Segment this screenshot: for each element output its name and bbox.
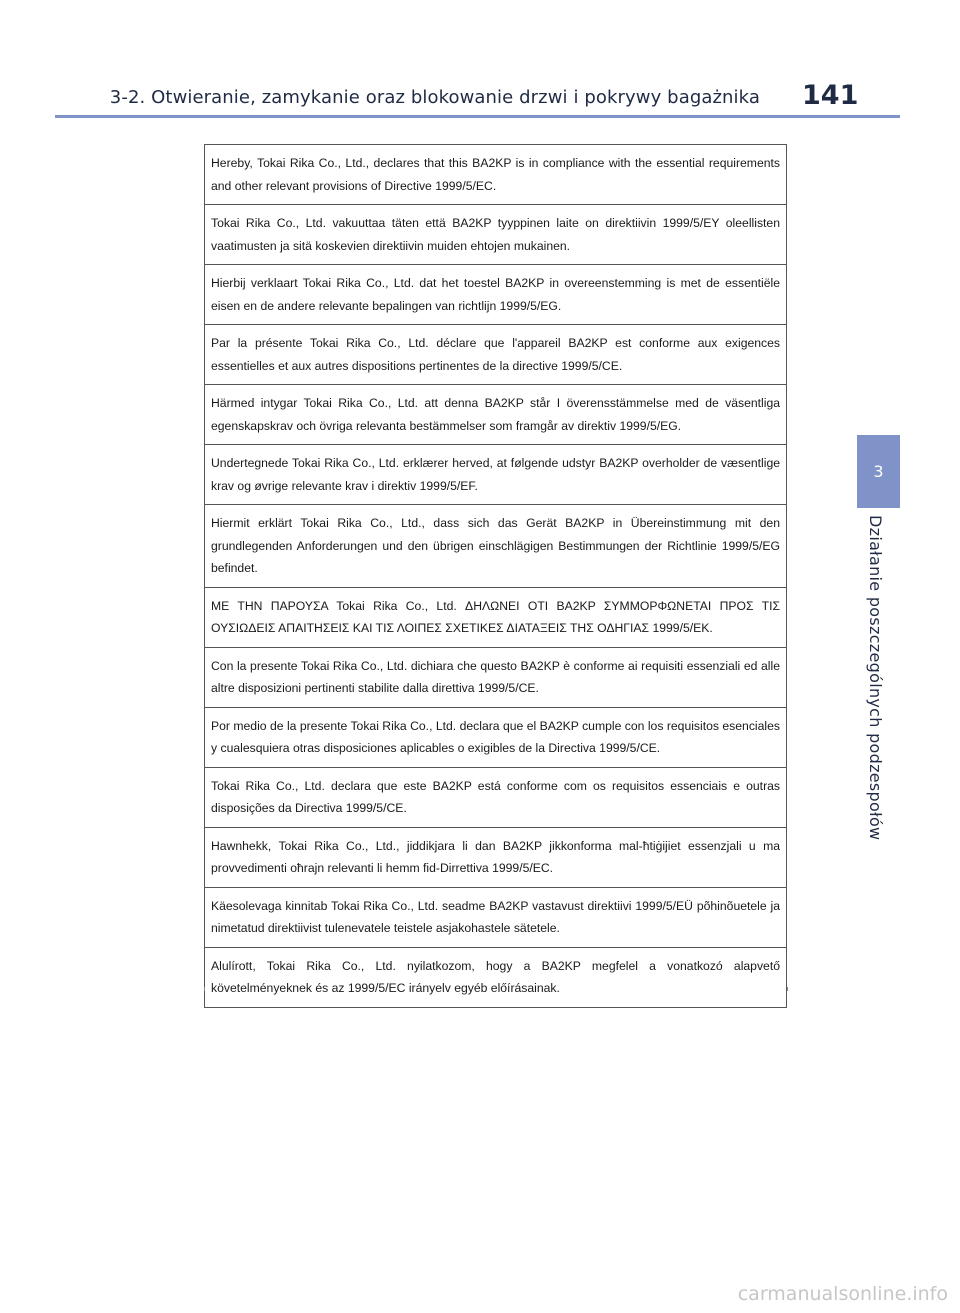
crop-mark-left [204, 987, 205, 991]
declaration-german: Hiermit erklärt Tokai Rika Co., Ltd., dass sich das Gerät BA2KP in Übereinstimmung mit den grundlegenden Anforderungen und den übrigen einschlägigen Bestimmungen der Richtlinie 1999/5/EG befindet. [205, 505, 786, 588]
page-number: 141 [802, 80, 859, 111]
declaration-greek: ΜΕ ΤΗΝ ΠΑΡΟΥΣΑ Tokai Rika Co., Ltd. ΔΗΛΩΝΕΙ ΟΤΙ BA2KP ΣΥΜΜΟΡΦΩΝΕΤΑΙ ΠΡΟΣ ΤΙΣ ΟΥΣΙΩΔΕΙΣ ΑΠΑΙΤΗΣΕΙΣ ΚΑΙ ΤΙΣ ΛΟΙΠΕΣ ΣΧΕΤΙΚΕΣ ΔΙΑΤΑΞΕΙΣ ΤΗΣ ΟΔΗΓΙΑΣ 1999/5/ΕΚ. [205, 588, 786, 648]
declaration-hungarian: Alulírott, Tokai Rika Co., Ltd. nyilatkozom, hogy a BA2KP megfelel a vonatkozó alapvető követelményeknek és az 1999/5/EC irányelv egyéb előírásainak. [211, 958, 780, 995]
declaration-dutch: Hierbij verklaart Tokai Rika Co., Ltd. dat het toestel BA2KP in overeenstemming is met de essentiële eisen en de andere relevante bepalingen van richtlijn 1999/5/EG. [205, 265, 786, 325]
declaration-table [204, 144, 787, 1008]
page-header [0, 0, 960, 118]
declaration-spanish: Por medio de la presente Tokai Rika Co., Ltd. declara que el BA2KP cumple con los requisitos esenciales y cualesquiera otras disposiciones aplicables o exigibles de la Directiva 1999/5/CE. [205, 708, 786, 768]
declaration-danish: Undertegnede Tokai Rika Co., Ltd. erklærer herved, at følgende udstyr BA2KP overholder de væsentlige krav og øvrige relevante krav i direktiv 1999/5/EF. [205, 445, 786, 505]
section-title: 3-2. Otwieranie, zamykanie oraz blokowanie drzwi i pokrywy bagażnika [109, 87, 760, 108]
declaration-finnish: Tokai Rika Co., Ltd. vakuuttaa täten että BA2KP tyyppinen laite on direktiivin 1999/5/EY oleellisten vaatimusten ja sitä koskevien direktiivin muiden ehtojen mukainen. [205, 205, 786, 265]
chapter-number: 3 [873, 462, 884, 481]
declaration-italian: Con la presente Tokai Rika Co., Ltd. dichiara che questo BA2KP è conforme ai requisiti essenziali ed alle altre disposizioni pertinenti stabilite dalla direttiva 1999/5/CE. [205, 648, 786, 708]
declaration-english: Hereby, Tokai Rika Co., Ltd., declares that this BA2KP is in compliance with the essential requirements and other relevant provisions of Directive 1999/5/EC. [205, 145, 786, 205]
declaration-maltese: Hawnhekk, Tokai Rika Co., Ltd., jiddikjara li dan BA2KP jikkonforma mal-ħtiġijiet essenzjali u ma provvedimenti oħrajn relevanti li hemm fid-Dirrettiva 1999/5/EC. [205, 828, 786, 888]
declaration-estonian: Käesolevaga kinnitab Tokai Rika Co., Ltd. seadme BA2KP vastavust direktiivi 1999/5/EÜ põhinõuetele ja nimetatud direktiivist tulenevatele teistele asjakohastele sätetele. [205, 888, 786, 948]
chapter-tab [857, 435, 900, 508]
header-rule [55, 115, 900, 118]
watermark: carmanualsonline.info [737, 1283, 948, 1305]
declaration-portuguese: Tokai Rika Co., Ltd. declara que este BA2KP está conforme com os requisitos essenciais e outras disposições da Directiva 1999/5/CE. [205, 768, 786, 828]
chapter-side-title: Działanie poszczególnych podzespołów [866, 515, 885, 841]
declaration-french: Par la présente Tokai Rika Co., Ltd. déclare que l'appareil BA2KP est conforme aux exigences essentielles et aux autres dispositions pertinentes de la directive 1999/5/CE. [205, 325, 786, 385]
crop-mark-right [787, 987, 788, 991]
declaration-swedish: Härmed intygar Tokai Rika Co., Ltd. att denna BA2KP står I överensstämmelse med de väsentliga egenskapskrav och övriga relevanta bestämmelser som framgår av direktiv 1999/5/EG. [205, 385, 786, 445]
